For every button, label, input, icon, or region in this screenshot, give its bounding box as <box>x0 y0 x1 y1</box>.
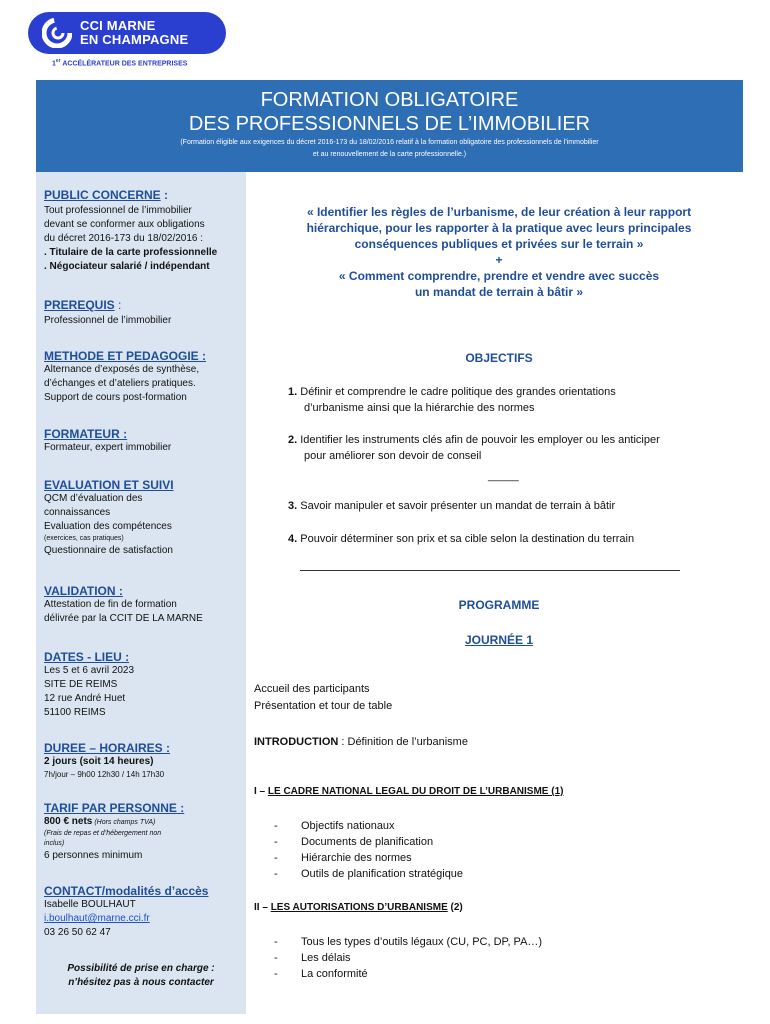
tarif-section <box>44 801 184 863</box>
support-note-line: n’hésitez pas à nous contacter <box>68 977 214 988</box>
cci-logo <box>28 12 226 54</box>
evaluation-section <box>44 478 174 558</box>
methode-section <box>44 349 206 405</box>
formateur-line: Formateur, expert immobilier <box>44 442 172 453</box>
programme-title: PROGRAMME <box>458 598 540 612</box>
banner-note-2: et au renouvellement de la carte professionnelle.) <box>312 151 467 158</box>
public-line: Tout professionnel de l’immobilier <box>44 205 192 216</box>
list-item: - Les délais <box>274 952 351 964</box>
dates-line: Les 5 et 6 avril 2023 <box>44 665 135 676</box>
support-note-line: Possibilité de prise en charge : <box>67 963 215 974</box>
title-line-2: DES PROFESSIONNELS DE L’IMMOBILIER <box>188 113 591 135</box>
list-item: - Tous les types d’outils légaux (CU, PC, DP, PA…) <box>274 936 543 948</box>
public-line: du décret 2016-173 du 18/02/2016 : <box>44 233 204 244</box>
cci-logo-icon <box>42 18 72 48</box>
objectifs-title: OBJECTIFS <box>465 351 533 365</box>
prerequis-line: Professionnel de l’immobilier <box>44 315 172 326</box>
title-line-1: FORMATION OBLIGATOIRE <box>260 89 519 111</box>
journee-title: JOURNÉE 1 <box>464 633 534 647</box>
contact-email-link[interactable]: i.boulhaut@marne.cci.fr <box>44 913 150 924</box>
prerequis-heading: PREREQUIS <box>44 298 115 312</box>
accueil-line: Accueil des participants <box>254 683 370 695</box>
evaluation-line: Questionnaire de satisfaction <box>44 545 173 556</box>
section-2-list <box>274 934 542 982</box>
section-2-title: II – LES AUTORISATIONS D’URBANISME (2) <box>254 902 463 913</box>
contact-section <box>44 884 208 940</box>
methode-heading: METHODE ET PEDAGOGIE : <box>44 349 207 363</box>
intro-quotes <box>254 204 744 300</box>
objectif-item: 2. Identifier les instruments clés afin de pouvoir les employer ou les anticiper pour améliorer son devoir de conseil <box>288 434 660 462</box>
contact-name: Isabelle BOULHAUT <box>44 899 136 910</box>
quote-line: hiérarchique, pour les rapporter à la pratique avec leurs principales <box>306 221 692 235</box>
logo-line-1: CCI MARNE <box>80 18 156 33</box>
presentation-line: Présentation et tour de table <box>254 700 393 712</box>
validation-line: Attestation de fin de formation <box>44 599 177 610</box>
dates-section <box>44 650 134 720</box>
public-heading: PUBLIC CONCERNE <box>44 188 161 202</box>
title-banner <box>36 80 743 172</box>
methode-line: Alternance d’exposés de synthèse, <box>44 364 200 375</box>
tarif-line: 6 personnes minimum <box>44 850 143 861</box>
duree-section <box>44 741 170 780</box>
evaluation-heading: EVALUATION ET SUIVI <box>44 478 174 492</box>
formateur-section <box>44 427 171 455</box>
public-line: devant se conformer aux obligations <box>44 219 205 230</box>
contact-heading: CONTACT/modalités d’accès <box>44 884 209 898</box>
dates-line: SITE DE REIMS <box>44 679 118 690</box>
quote-line: « Identifier les règles de l’urbanisme, de leur création à leur rapport <box>306 205 692 219</box>
quote-line: conséquences publiques et privées sur le terrain » <box>354 237 644 251</box>
dates-line: 12 rue André Huet <box>44 693 126 704</box>
tarif-line: (Frais de repas et d’hébergement non <box>44 830 162 837</box>
quote-line: un mandat de terrain à bâtir » <box>414 285 584 299</box>
list-item: - Outils de planification stratégique <box>274 868 464 880</box>
objectif-item: 4. Pouvoir déterminer son prix et sa cible selon la destination du terrain <box>288 533 635 545</box>
tarif-line: inclus) <box>44 840 65 847</box>
list-item: - La conformité <box>274 968 368 980</box>
dates-line: 51100 REIMS <box>44 707 106 718</box>
methode-line: d’échanges et d’ateliers pratiques. <box>44 378 196 389</box>
duree-line: 7h/jour – 9h00 12h30 / 14h 17h30 <box>44 770 165 779</box>
introduction-line: INTRODUCTION : Définition de l’urbanisme <box>254 736 468 748</box>
public-line: . Titulaire de la carte professionnelle <box>44 247 218 258</box>
objectif-item: 1. Définir et comprendre le cadre politique des grandes orientations d’urbanisme ainsi que la hiérarchie des normes <box>288 386 616 414</box>
banner-note-1: (Formation éligible aux exigences du décret 2016-173 du 18/02/2016 relatif à la formation obligatoire des professionnels de l’immobilier <box>180 139 599 146</box>
validation-heading: VALIDATION : <box>44 584 123 598</box>
price: 800 € nets <box>44 816 93 827</box>
duree-line: 2 jours (soit 14 heures) <box>44 756 154 767</box>
quote-line: « Comment comprendre, prendre et vendre avec succès <box>338 269 660 283</box>
duree-heading: DUREE – HORAIRES : <box>44 741 171 755</box>
price-note: (Hors champs TVA) <box>92 819 156 826</box>
logo-line-2: EN CHAMPAGNE <box>80 32 189 47</box>
evaluation-line: QCM d’évaluation des <box>44 493 143 504</box>
list-item: - Hiérarchie des normes <box>274 852 412 864</box>
evaluation-line: Evaluation des compétences <box>44 521 172 532</box>
support-note <box>36 962 246 990</box>
divider-line <box>300 570 680 571</box>
evaluation-line: (exercices, cas pratiques) <box>44 535 124 542</box>
public-line: . Négociateur salarié / indépendant <box>44 261 210 272</box>
objectif-item: 3. Savoir manipuler et savoir présenter un mandat de terrain à bâtir <box>288 500 616 512</box>
public-section: PUBLIC CONCERNE : Tout professionnel de l’immobilier devant se conformer aux obligations du décret 2016-173 du 18/02/2016 : . Titulaire de la carte professionnelle . Négociateur salarié / indépendant <box>44 188 218 272</box>
tagline: 1er ACCÉLÉRATEUR DES ENTREPRISES <box>52 58 188 68</box>
short-separator: _____ <box>488 470 519 482</box>
formateur-heading: FORMATEUR : <box>44 427 128 441</box>
dates-heading: DATES - LIEU : <box>44 650 130 664</box>
validation-line: délivrée par la CCIT DE LA MARNE <box>44 613 203 624</box>
section-1-list <box>274 818 463 882</box>
validation-section <box>44 584 203 626</box>
list-item: - Objectifs nationaux <box>274 820 395 832</box>
contact-phone: 03 26 50 62 47 <box>44 927 111 938</box>
section-1-title: I – LE CADRE NATIONAL LEGAL DU DROIT DE L’URBANISME (1) <box>254 786 564 797</box>
prerequis-section: PREREQUIS : Professionnel de l’immobilier <box>44 298 172 326</box>
evaluation-line: connaissances <box>44 507 111 518</box>
tarif-heading: TARIF PAR PERSONNE : <box>44 801 185 815</box>
methode-line: Support de cours post-formation <box>44 392 187 403</box>
list-item: - Documents de planification <box>274 836 434 848</box>
plus-sign: + <box>495 253 503 267</box>
